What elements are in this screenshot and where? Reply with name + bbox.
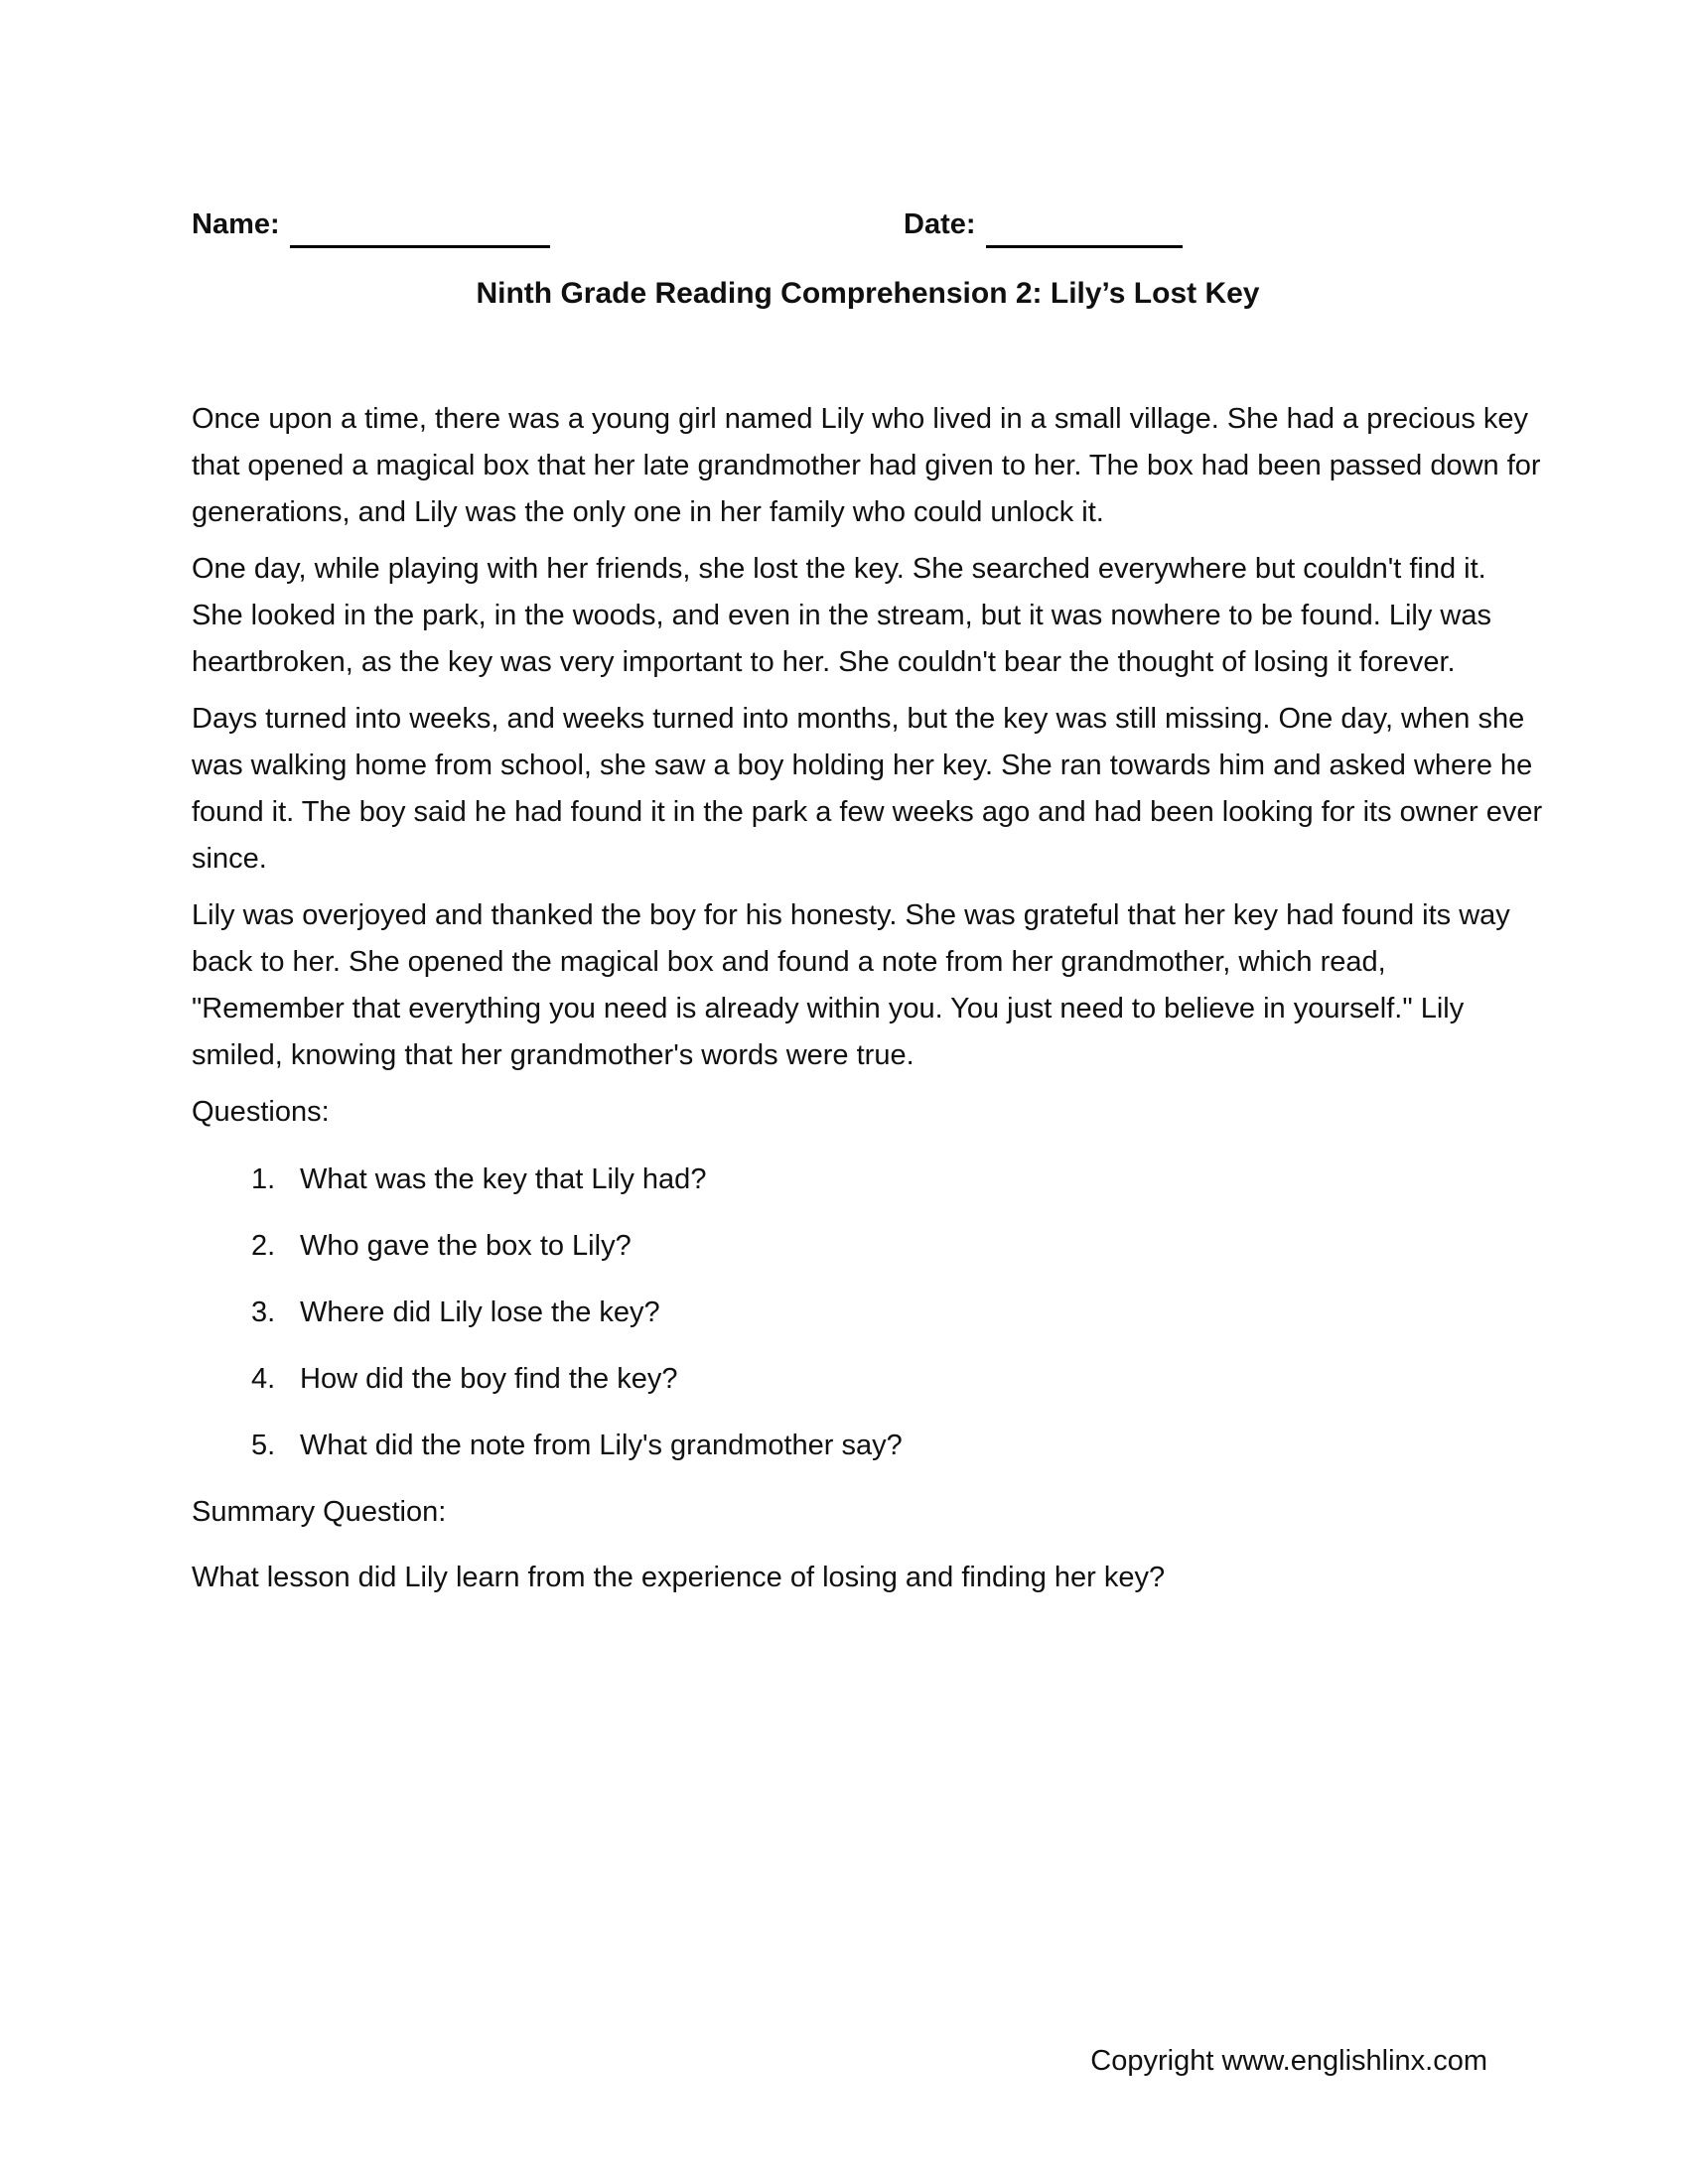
question-text: Where did Lily lose the key?: [300, 1297, 660, 1328]
story-paragraph-4: Lily was overjoyed and thanked the boy for his honesty. She was grateful that her key had found its way back to her. She opened the magical box and found a note from her grandmother, which read, "Remember that everything you need is already within you. You just need to believe in yourself." Lily smiled, knowing that her grandmother's words were true.: [192, 899, 1510, 1071]
summary-label: Summary Question:: [192, 1496, 447, 1528]
name-field: [192, 202, 550, 248]
worksheet-header: [192, 202, 1544, 248]
question-item-4: [251, 1356, 1544, 1403]
name-label: Name:: [192, 208, 280, 240]
question-number: 1.: [251, 1163, 276, 1195]
question-text: What did the note from Lily's grandmother say?: [300, 1430, 903, 1461]
question-number: 4.: [251, 1363, 276, 1395]
question-text: Who gave the box to Lily?: [300, 1230, 632, 1262]
questions-label: Questions:: [192, 1096, 330, 1128]
date-blank-line: [986, 207, 1183, 248]
page-title: Ninth Grade Reading Comprehension 2: Lily’s Lost Key: [476, 277, 1260, 310]
date-label: Date:: [904, 208, 976, 240]
question-item-3: [251, 1290, 1544, 1336]
question-text: How did the boy find the key?: [300, 1363, 678, 1395]
questions-list: [192, 1157, 1544, 1469]
question-number: 5.: [251, 1430, 276, 1461]
question-text: What was the key that Lily had?: [300, 1163, 707, 1195]
copyright-footer: Copyright www.englishlinx.com: [1090, 2045, 1487, 2077]
summary-question: What lesson did Lily learn from the experience of losing and finding her key?: [192, 1562, 1166, 1593]
question-item-2: [251, 1223, 1544, 1270]
story-passage: [192, 396, 1544, 1079]
story-paragraph-3: Days turned into weeks, and weeks turned into months, but the key was still missing. One day, when she was walking home from school, she saw a boy holding her key. She ran towards him and asked where he found it. The boy said he had found it in the park a few weeks ago and had been looking for its owner ever since.: [192, 703, 1543, 875]
name-blank-line: [290, 207, 550, 248]
question-number: 2.: [251, 1230, 276, 1262]
question-number: 3.: [251, 1297, 276, 1328]
worksheet-content: [192, 202, 1544, 1601]
question-item-5: [251, 1423, 1544, 1469]
story-paragraph-1: Once upon a time, there was a young girl named Lily who lived in a small village. She had a precious key that opened a magical box that her late grandmother had given to her. The box had been passed down for generations, and Lily was the only one in her family who could unlock it.: [192, 403, 1541, 528]
story-paragraph-2: One day, while playing with her friends, she lost the key. She searched everywhere but couldn't find it. She looked in the park, in the woods, and even in the stream, but it was nowhere to be found. Lily was heartbroken, as the key was very important to her. She couldn't bear the thought of losing it forever.: [192, 553, 1492, 678]
date-field: [904, 202, 1183, 248]
question-item-1: [251, 1157, 1544, 1203]
